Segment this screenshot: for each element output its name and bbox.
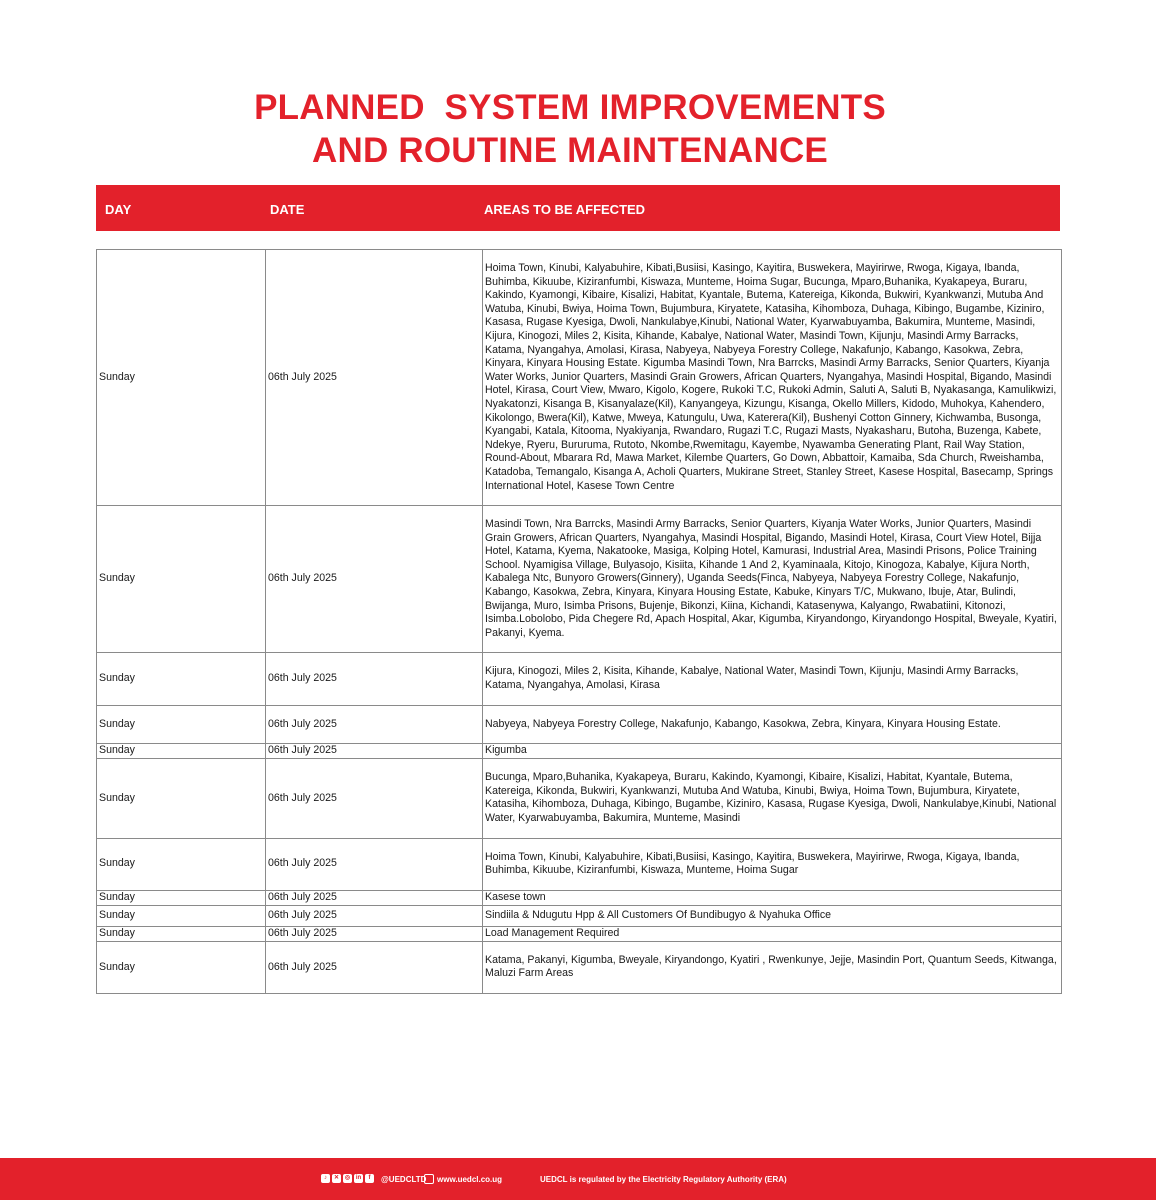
table-row — [97, 926, 1062, 941]
day-cell: Sunday — [97, 905, 266, 926]
header-day: DAY — [105, 202, 132, 217]
day-cell: Sunday — [97, 744, 266, 759]
day-cell: Sunday — [97, 250, 266, 506]
date-cell: 06th July 2025 — [266, 905, 483, 926]
areas-cell: Katama, Pakanyi, Kigumba, Bweyale, Kiryandongo, Kyatiri , Rwenkunye, Jejje, Masindin Port, Quantum Seeds, Kitwanga, Maluzi Farm Areas — [483, 941, 1062, 993]
date-cell: 06th July 2025 — [266, 744, 483, 759]
areas-cell: Kigumba — [483, 744, 1062, 759]
table-row — [97, 506, 1062, 653]
areas-cell: Sindiila & Ndugutu Hpp & All Customers Of Bundibugyo & Nyahuka Office — [483, 905, 1062, 926]
table-row — [97, 890, 1062, 905]
table-row — [97, 653, 1062, 705]
title-line-1: PLANNED SYSTEM IMPROVEMENTS — [254, 88, 886, 127]
table-row — [97, 838, 1062, 890]
social-handle[interactable]: @UEDCLTD — [381, 1175, 427, 1184]
areas-cell: Bucunga, Mparo,Buhanika, Kyakapeya, Buraru, Kakindo, Kyamongi, Kibaire, Kisalizi, Habitat, Kyantale, Butema, Katereiga, Kikonda, Bukwiri, Kyankwanzi, Mutuba And Watuba, Kinubi, Bwiya, Hoima Town, Bujumbura, Kiryatete, Katasiha, Kihomboza, Duhaga, Kibingo, Bugambe, Kiziniro, Kasasa, Rugase Kyesiga, Dwoli, Nankulabye,Kinubi, National Water, Kyarwabuyamba, Bakumira, Munteme, Masindi — [483, 759, 1062, 838]
date-cell: 06th July 2025 — [266, 250, 483, 506]
date-cell: 06th July 2025 — [266, 941, 483, 993]
globe-icon — [424, 1174, 434, 1184]
day-cell: Sunday — [97, 653, 266, 705]
areas-cell: Masindi Town, Nra Barrcks, Masindi Army Barracks, Senior Quarters, Kiyanja Water Works, Junior Quarters, Masindi Grain Growers, African Quarters, Nyangahya, Masindi Hospital, Bigando, Masindi Hotel, Kirasa, Court View Hotel, Bijja Hotel, Katama, Kyema, Nakatooke, Masiga, Kolping Hotel, Kamurasi, Industrial Area, Masindi Prisons, Police Training School. Nyamigisa Village, Bulyasojo, Kisiita, Kihande 1 And 2, Kyaminaala, Kitojo, Kinogoza, Kabalye, Kijura North, Kabalega Ntc, Bunyoro Growers(Ginnery), Uganda Seeds(Finca, Nabyeya, Nabyeya Forestry College, Nakafunjo, Kabango, Kasokwa, Zebra, Kinyara, Kinyara Housing Estate, Kabuke, Kinyars T/C, Mukwano, Ibuje, Atar, Bulindi, Bwijanga, Muro, Isimba Prisons, Bujenje, Bikonzi, Kiina, Kichandi, Katasenywa, Kalyango, Rwabatiini, Kitonozi, Isimba.Lobolobo, Pida Chegere Rd, Apach Hospital, Akar, Kigumba, Kiryandongo, Kiryandongo Hospital, Bweyale, Kyatiri, Pakanyi, Kyema. — [483, 506, 1062, 653]
table-row — [97, 941, 1062, 993]
footer-bar — [0, 1158, 1156, 1200]
table-row — [97, 905, 1062, 926]
table-row — [97, 705, 1062, 744]
website-link[interactable]: www.uedcl.co.ug — [437, 1175, 503, 1184]
page-title — [0, 86, 1140, 172]
schedule-table — [96, 249, 1062, 994]
areas-cell: Kasese town — [483, 890, 1062, 905]
header-areas: AREAS TO BE AFFECTED — [484, 202, 646, 217]
table-row — [97, 759, 1062, 838]
areas-cell: Load Management Required — [483, 926, 1062, 941]
day-cell: Sunday — [97, 838, 266, 890]
linkedin-icon[interactable]: in — [355, 1175, 362, 1181]
day-cell: Sunday — [97, 926, 266, 941]
day-cell: Sunday — [97, 941, 266, 993]
areas-cell: Nabyeya, Nabyeya Forestry College, Nakafunjo, Kabango, Kasokwa, Zebra, Kinyara, Kinyara Housing Estate. — [483, 705, 1062, 744]
areas-cell: Hoima Town, Kinubi, Kalyabuhire, Kibati,Busiisi, Kasingo, Kayitira, Buswekera, Mayirirwe, Rwoga, Kigaya, Ibanda, Buhimba, Kikuube, Kiziranfumbi, Kiswaza, Munteme, Hoima Sugar — [483, 838, 1062, 890]
title-line-2: AND ROUTINE MAINTENANCE — [312, 131, 828, 170]
date-cell: 06th July 2025 — [266, 890, 483, 905]
areas-cell: Hoima Town, Kinubi, Kalyabuhire, Kibati,Busiisi, Kasingo, Kayitira, Buswekera, Mayirirwe, Rwoga, Kigaya, Ibanda, Buhimba, Kikuube, Kiziranfumbi, Kiswaza, Munteme, Hoima Sugar, Bucunga, Mparo,Buhanika, Kyakapeya, Buraru, Kakindo, Kyamongi, Kibaire, Kisalizi, Habitat, Kyantale, Butema, Katereiga, Kikonda, Bukwiri, Kyankwanzi, Mutuba And Watuba, Kinubi, Bwiya, Hoima Town, Bujumbura, Kiryatete, Katasiha, Kihomboza, Duhaga, Kibingo, Bugambe, Kiziniro, Kasasa, Rugase Kyesiga, Dwoli, Nankulabye,Kinubi, National Water, Kyarwabuyamba, Bakumira, Munteme, Masindi, Kijura, Kinogozi, Miles 2, Kisita, Kihande, Kabalye, National Water, Masindi Town, Kijunju, Masindi Army Barracks, Katama, Nyangahya, Amolasi, Kirasa, Nabyeya, Nabyeya Forestry College, Nakafunjo, Kabango, Kasokwa, Zebra, Kinyara, Kinyara Housing Estate. Kigumba Masindi Town, Nra Barrcks, Masindi Army Barracks, Senior Quarters, Kiyanja Water Works, Junior Quarters, Masindi Grain Growers, African Quarters, Nyangahya, Masindi Hospital, Bigando, Masindi Hotel, Kirasa, Court View, Mwaro, Kigolo, Kogere, Rukoki T.C, Rukoki Admin, Saluti A, Saluti B, Nyakasanga, Kamulikwizi, Nyakatonzi, Kisanga B, Kisanyalaze(Kil), Kanyangeya, Kizungu, Kisanga, Okello Millers, Kidodo, Muhokya, Kahendero, Kikolongo, Bwera(Kil), Katwe, Mweya, Katungulu, Uwa, Katerera(Kil), Bushenyi Cotton Ginnery, Kichwamba, Busonga, Kyangabi, Katala, Kitooma, Nyakiyanja, Rwandaro, Rugazi T.C, Rugazi Masts, Nyakasharu, Butoha, Buzenga, Kabete, Ndekye, Ryeru, Bururuma, Rutoto, Nkombe,Rwemitagu, Kayembe, Nyawamba Generating Plant, Rail Way Station, Round-About, Mbarara Rd, Mawa Market, Kilembe Quarters, Go Down, Abbattoir, Kamaiba, Sda Church, Rweishamba, Katadoba, Temangalo, Kisanga A, Acholi Quarters, Mukirane Street, Stanley Street, Kasese Hospital, Basecamp, Springs International Hotel, Kasese Town Centre — [483, 250, 1062, 506]
x-icon[interactable]: ✕ — [333, 1175, 340, 1181]
date-cell: 06th July 2025 — [266, 838, 483, 890]
day-cell: Sunday — [97, 506, 266, 653]
regulator-note: UEDCL is regulated by the Electricity Regulatory Authority (ERA) — [540, 1175, 787, 1184]
date-cell: 06th July 2025 — [266, 759, 483, 838]
facebook-icon[interactable]: f — [365, 1174, 374, 1183]
day-cell: Sunday — [97, 705, 266, 744]
date-cell: 06th July 2025 — [266, 653, 483, 705]
day-cell: Sunday — [97, 890, 266, 905]
date-cell: 06th July 2025 — [266, 705, 483, 744]
instagram-icon[interactable]: ◎ — [344, 1175, 351, 1181]
table-row — [97, 744, 1062, 759]
date-cell: 06th July 2025 — [266, 506, 483, 653]
table-header — [96, 185, 1060, 231]
table-row — [97, 250, 1062, 506]
areas-cell: Kijura, Kinogozi, Miles 2, Kisita, Kihande, Kabalye, National Water, Masindi Town, Kijunju, Masindi Army Barracks, Katama, Nyangahya, Amolasi, Kirasa — [483, 653, 1062, 705]
day-cell: Sunday — [97, 759, 266, 838]
header-date: DATE — [270, 202, 305, 217]
date-cell: 06th July 2025 — [266, 926, 483, 941]
tiktok-icon[interactable]: ♪ — [321, 1174, 330, 1183]
social-icons — [321, 1174, 374, 1183]
